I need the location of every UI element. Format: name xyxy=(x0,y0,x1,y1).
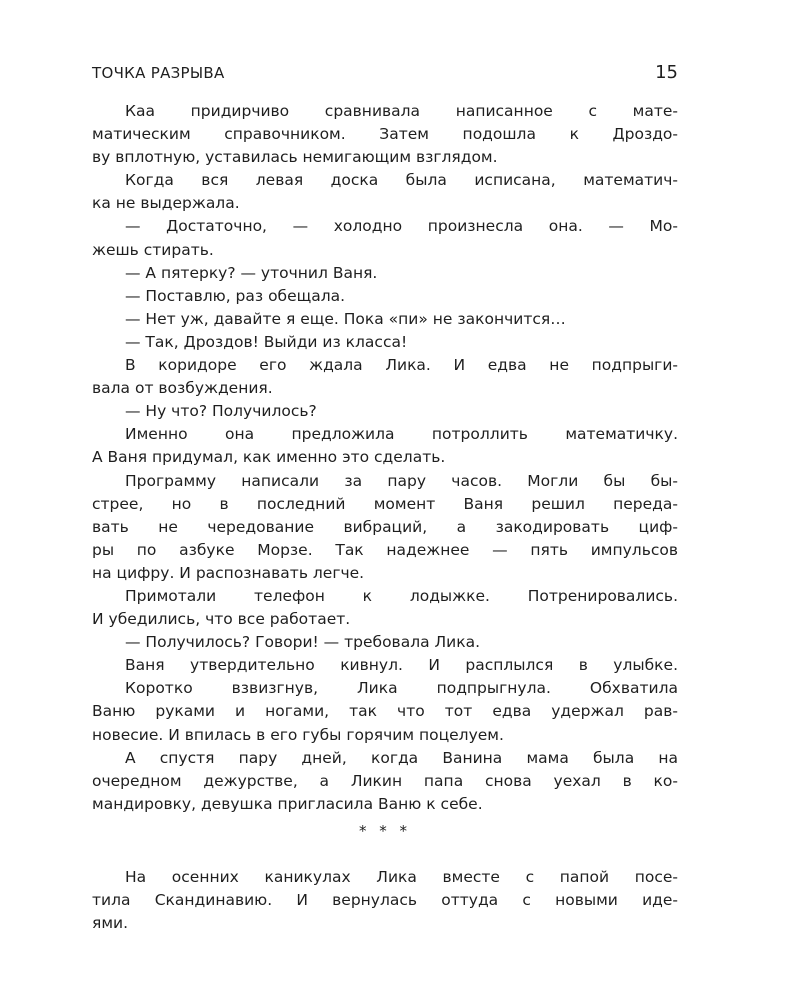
text-line: — Нет уж, давайте я еще. Пока «пи» не закончится… xyxy=(125,309,566,328)
text-line: Примотали телефон к лодыжке. Потренировались. xyxy=(125,586,678,605)
text-line: Именно она предложила потроллить математичку. xyxy=(125,425,678,444)
page-number: 15 xyxy=(655,62,678,83)
text-line: ры по азбуке Морзе. Так надежнее — пять импульсов xyxy=(92,540,678,559)
text-line: вала от возбуждения. xyxy=(92,379,273,398)
text-line: — Получилось? Говори! — требовала Лика. xyxy=(125,633,481,652)
section-separator: * * * xyxy=(358,822,412,840)
text-line: Ваню руками и ногами, так что тот едва удержал рав- xyxy=(92,702,678,721)
text-line: ву вплотную, уставилась немигающим взглядом. xyxy=(92,148,498,167)
text-line: И убедились, что все работает. xyxy=(92,610,351,629)
text-line: Программу написали за пару часов. Могли бы бы- xyxy=(125,471,678,490)
text-line: ями. xyxy=(92,914,129,933)
text-line: очередном дежурстве, а Ликин папа снова уехал в ко- xyxy=(92,771,678,790)
text-line: — А пятерку? — уточнил Ваня. xyxy=(125,263,378,282)
text-line: ка не выдержала. xyxy=(92,194,240,213)
running-title: ТОЧКА РАЗРЫВА xyxy=(92,64,225,82)
text-line: жешь стирать. xyxy=(92,240,214,259)
text-line: новесие. И впилась в его губы горячим поцелуем. xyxy=(92,725,504,744)
text-line: Ваня утвердительно кивнул. И расплылся в улыбке. xyxy=(125,656,678,675)
text-line: матическим справочником. Затем подошла к Дроздо- xyxy=(92,125,678,144)
page-header xyxy=(92,62,678,86)
body-text-continued xyxy=(92,866,678,935)
text-line: На осенних каникулах Лика вместе с папой посе- xyxy=(125,868,678,886)
text-line: В коридоре его ждала Лика. И едва не подпрыги- xyxy=(125,356,678,375)
text-line: А Ваня придумал, как именно это сделать. xyxy=(92,448,446,467)
text-line: на цифру. И распознавать легче. xyxy=(92,563,365,582)
text-line: — Достаточно, — холодно произнесла она. — Мо- xyxy=(125,217,678,236)
text-line: Каа придирчиво сравнивала написанное с мате- xyxy=(125,102,678,120)
body-text xyxy=(92,100,678,816)
text-line: — Ну что? Получилось? xyxy=(125,402,317,421)
text-line: вать не чередование вибраций, а закодировать циф- xyxy=(92,517,678,536)
text-line: мандировку, девушка пригласила Ваню к себе. xyxy=(92,794,483,813)
text-line: тила Скандинавию. И вернулась оттуда с новыми иде- xyxy=(92,891,678,910)
text-line: А спустя пару дней, когда Ванина мама была на xyxy=(125,748,678,767)
text-line: стрее, но в последний момент Ваня решил переда- xyxy=(92,494,678,513)
text-line: — Так, Дроздов! Выйди из класса! xyxy=(125,332,408,351)
text-line: — Поставлю, раз обещала. xyxy=(125,286,346,305)
text-line: Когда вся левая доска была исписана, математич- xyxy=(125,171,678,190)
text-line: Коротко взвизгнув, Лика подпрыгнула. Обхватила xyxy=(125,679,678,698)
